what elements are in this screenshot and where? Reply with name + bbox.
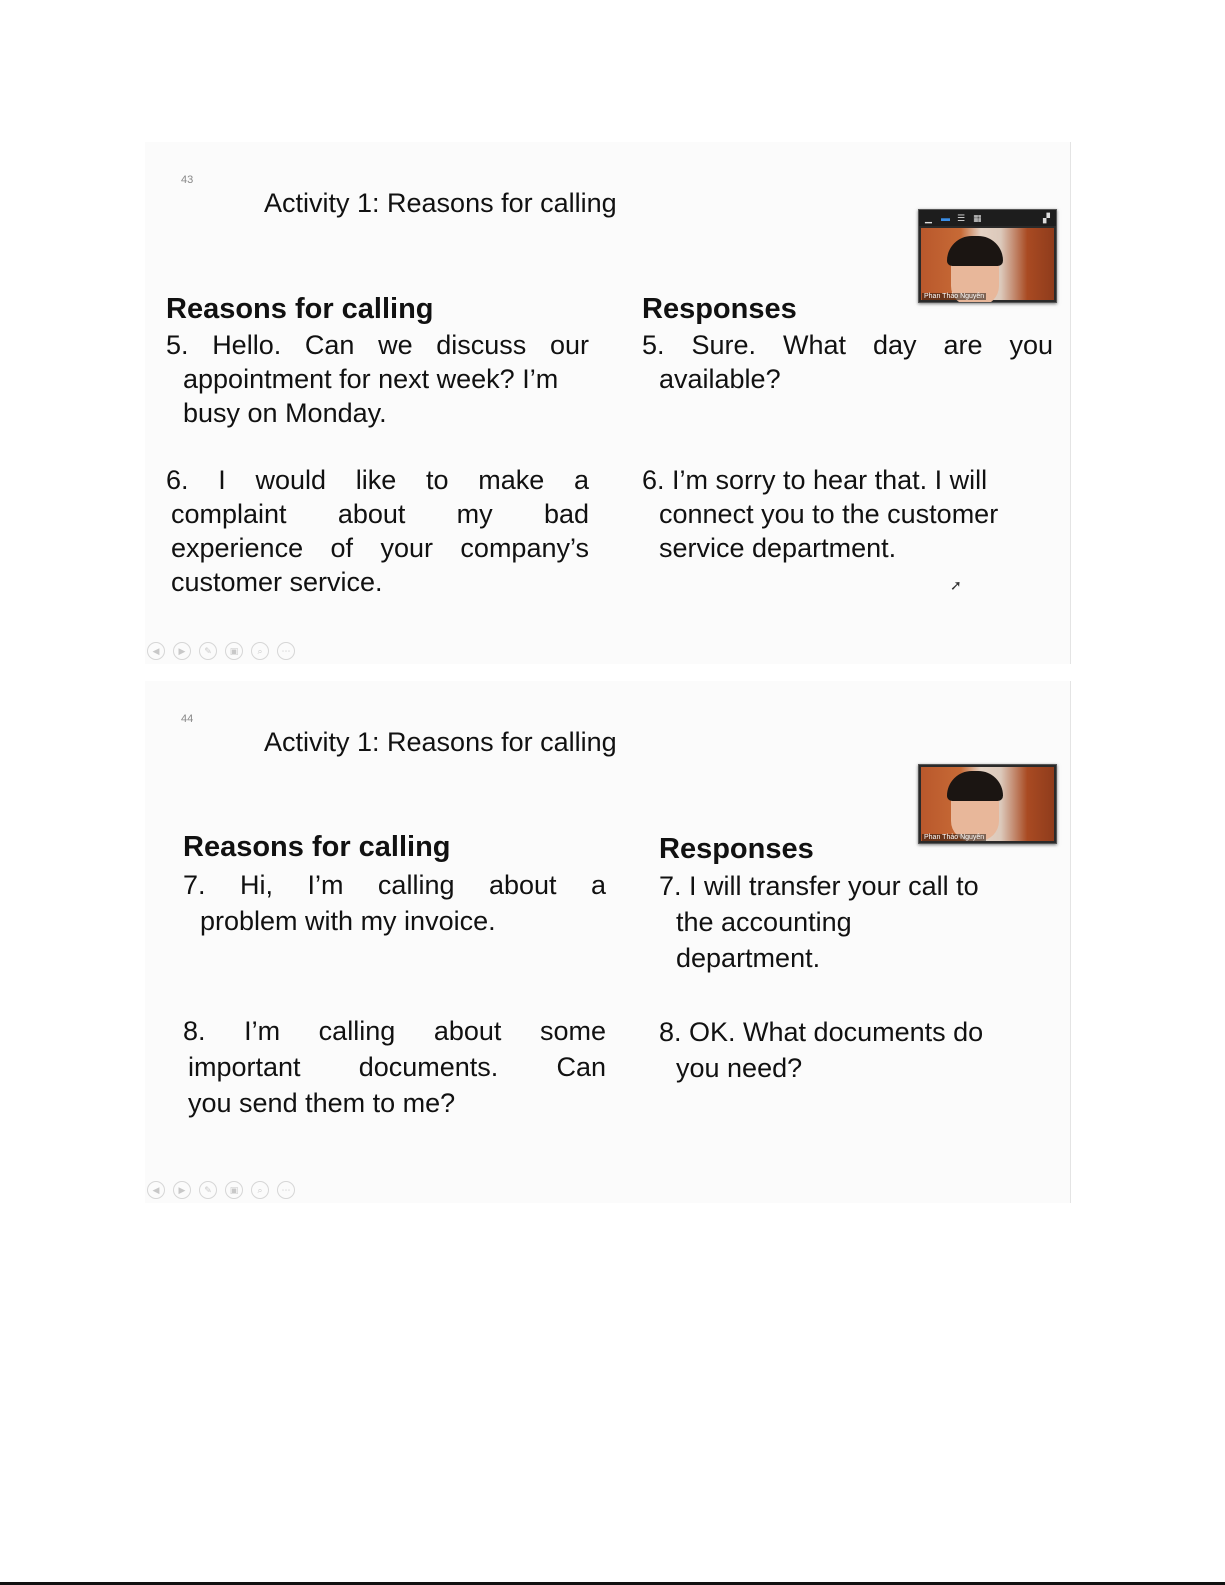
slide-number: 43 [181, 174, 194, 186]
zoom-icon[interactable]: ⌕ [251, 1181, 269, 1199]
slide-title: Activity 1: Reasons for calling [264, 188, 617, 218]
text-line: you need? [676, 1053, 803, 1083]
camera-feed [921, 228, 1054, 300]
text-line: available? [659, 364, 781, 394]
previous-icon[interactable]: ◀ [147, 1181, 165, 1199]
participant-name: Phan Thảo Nguyên [924, 293, 985, 300]
responses-heading: Responses [642, 293, 797, 325]
reason-item-5 [166, 328, 589, 430]
response-item-8 [659, 1014, 1070, 1086]
expand-icon[interactable]: ▞ [1043, 213, 1050, 223]
text-line: connect you to the customer [659, 499, 999, 529]
text-line: the accounting [676, 907, 852, 937]
text-line: department. [676, 943, 821, 973]
strip-view-icon[interactable]: ☰ [957, 213, 966, 223]
more-icon[interactable]: ⋯ [277, 642, 295, 660]
text-line: busy on Monday. [183, 398, 387, 428]
response-item-6 [642, 463, 1053, 565]
text-line: you send them to me? [188, 1088, 456, 1118]
response-item-5 [642, 328, 1053, 396]
previous-icon[interactable]: ◀ [147, 642, 165, 660]
pen-icon[interactable]: ✎ [199, 642, 217, 660]
participant-hair [947, 236, 1003, 266]
next-icon[interactable]: ▶ [173, 642, 191, 660]
slide-controls [147, 642, 295, 660]
zoom-icon[interactable]: ⌕ [251, 642, 269, 660]
text-line: appointment for next week? I’m [183, 364, 559, 394]
video-thumbnail[interactable] [918, 764, 1057, 844]
next-icon[interactable]: ▶ [173, 1181, 191, 1199]
text-line: 6. I’m sorry to hear that. I will [642, 465, 988, 495]
camera-feed [921, 767, 1054, 841]
pen-icon[interactable]: ✎ [199, 1181, 217, 1199]
text-line: 5. Sure. What day are you [642, 330, 1053, 360]
video-thumbnail[interactable] [918, 209, 1057, 303]
text-line: 8. I’m calling about some [183, 1016, 606, 1046]
response-item-7 [659, 868, 1070, 976]
slide-43 [145, 142, 1071, 664]
slides-icon[interactable]: ▣ [225, 642, 243, 660]
reason-item-6 [166, 463, 589, 599]
slide-number: 44 [181, 713, 194, 725]
text-line: 7. Hi, I’m calling about a [183, 870, 606, 900]
responses-heading: Responses [659, 833, 814, 865]
mouse-cursor-icon: ➚ [950, 577, 962, 593]
text-line: 7. I will transfer your call to [659, 871, 979, 901]
more-icon[interactable]: ⋯ [277, 1181, 295, 1199]
text-line: complaint about my bad [171, 499, 589, 529]
text-line: 6. I would like to make a [166, 465, 589, 495]
text-line: experience of your company’s [171, 533, 589, 563]
grid-view-icon[interactable]: ▦ [973, 213, 982, 223]
reasons-heading: Reasons for calling [183, 831, 451, 863]
speaker-view-icon[interactable]: ▬ [941, 213, 950, 223]
text-line: customer service. [171, 567, 383, 597]
slides-icon[interactable]: ▣ [225, 1181, 243, 1199]
video-toolbar [919, 210, 1056, 226]
participant-name: Phan Thảo Nguyên [924, 834, 985, 841]
participant-hair [947, 771, 1003, 801]
slide-title: Activity 1: Reasons for calling [264, 727, 617, 757]
reason-item-8 [183, 1013, 606, 1121]
slide-controls [147, 1181, 295, 1199]
text-line: 5. Hello. Can we discuss our [166, 330, 589, 360]
reasons-heading: Reasons for calling [166, 293, 434, 325]
text-line: 8. OK. What documents do [659, 1017, 984, 1047]
text-line: problem with my invoice. [200, 906, 496, 936]
slide-44 [145, 681, 1071, 1203]
text-line: important documents. Can [188, 1052, 606, 1082]
minimize-icon[interactable]: ▁ [925, 213, 932, 223]
reason-item-7 [183, 867, 606, 939]
text-line: service department. [659, 533, 897, 563]
